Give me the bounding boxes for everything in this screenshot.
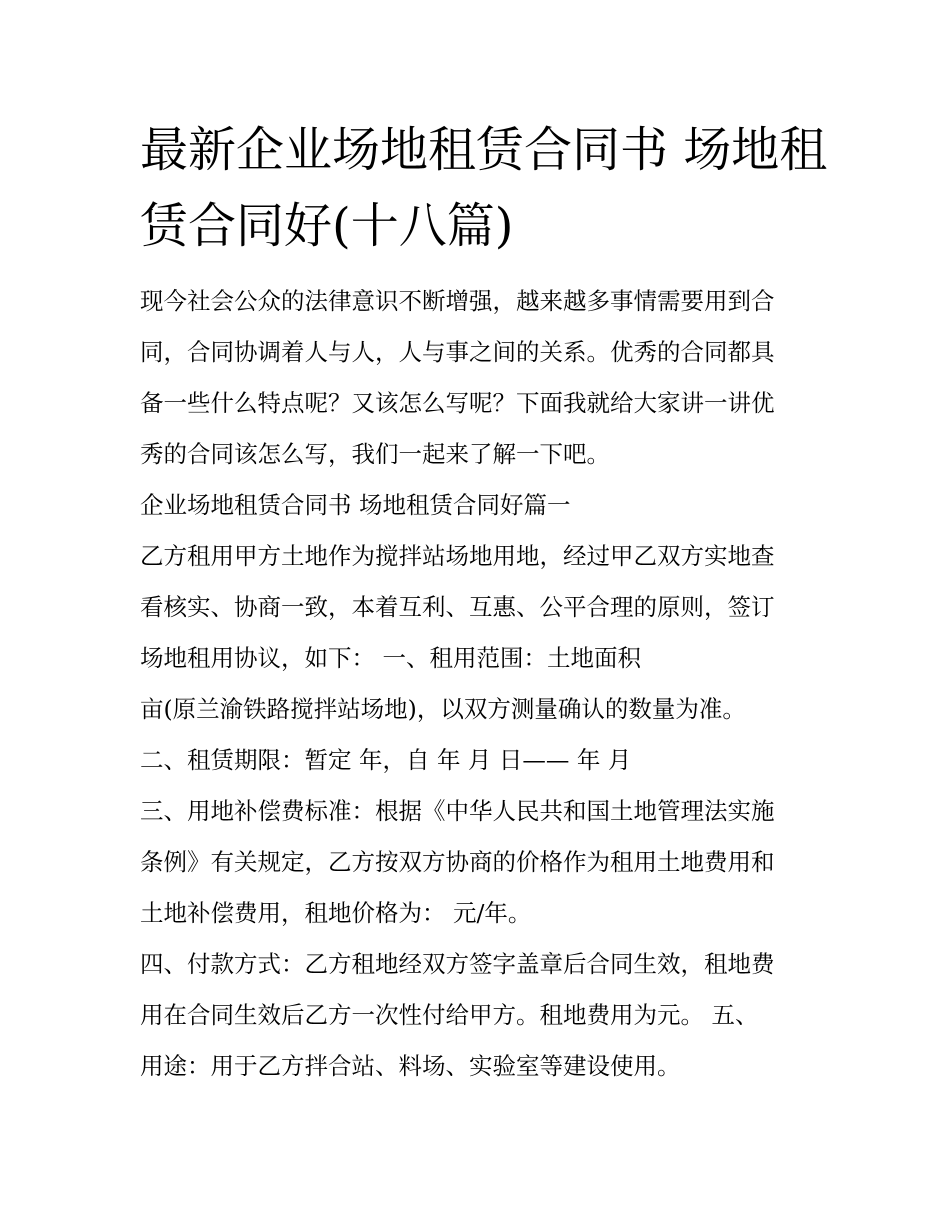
paragraph-line: 备一些什么特点呢？又该怎么写呢？下面我就给大家讲一讲优 <box>140 389 775 417</box>
paragraph-line: 场地租用协议，如下： 一、租用范围：土地面积 <box>140 644 641 672</box>
paragraph-line: 秀的合同该怎么写，我们一起来了解一下吧。 <box>140 440 610 468</box>
paragraph-line: 用途：用于乙方拌合站、料场、实验室等建设使用。 <box>140 1052 681 1080</box>
paragraph-line: 亩(原兰渝铁路搅拌站场地)，以双方测量确认的数量为准。 <box>140 695 746 723</box>
document-body <box>140 276 830 1092</box>
paragraph-line: 条例》有关规定，乙方按双方协商的价格作为租用土地费用和 <box>140 848 775 876</box>
paragraph-line: 乙方租用甲方土地作为搅拌站场地用地，经过甲乙双方实地查 <box>140 542 775 570</box>
document-title: 最新企业场地租赁合同书 场地租赁合同好(十八篇) <box>140 122 828 254</box>
paragraph-line: 四、付款方式：乙方租地经双方签字盖章后合同生效，租地费 <box>140 950 775 978</box>
paragraph-line: 三、用地补偿费标准：根据《中华人民共和国土地管理法实施 <box>140 797 775 825</box>
paragraph-line: 现今社会公众的法律意识不断增强，越来越多事情需要用到合 <box>140 287 775 315</box>
section-heading: 企业场地租赁合同书 场地租赁合同好篇一 <box>140 491 571 519</box>
paragraph-line: 二、租赁期限：暂定 年，自 年 月 日—— 年 月 <box>140 746 632 774</box>
paragraph-line: 土地补偿费用，租地价格为： 元/年。 <box>140 899 532 927</box>
paragraph-line: 看核实、协商一致，本着互利、互惠、公平合理的原则，签订 <box>140 593 775 621</box>
paragraph-line: 用在合同生效后乙方一次性付给甲方。租地费用为元。 五、 <box>140 1001 759 1029</box>
paragraph-line: 同，合同协调着人与人，人与事之间的关系。优秀的合同都具 <box>140 338 775 366</box>
